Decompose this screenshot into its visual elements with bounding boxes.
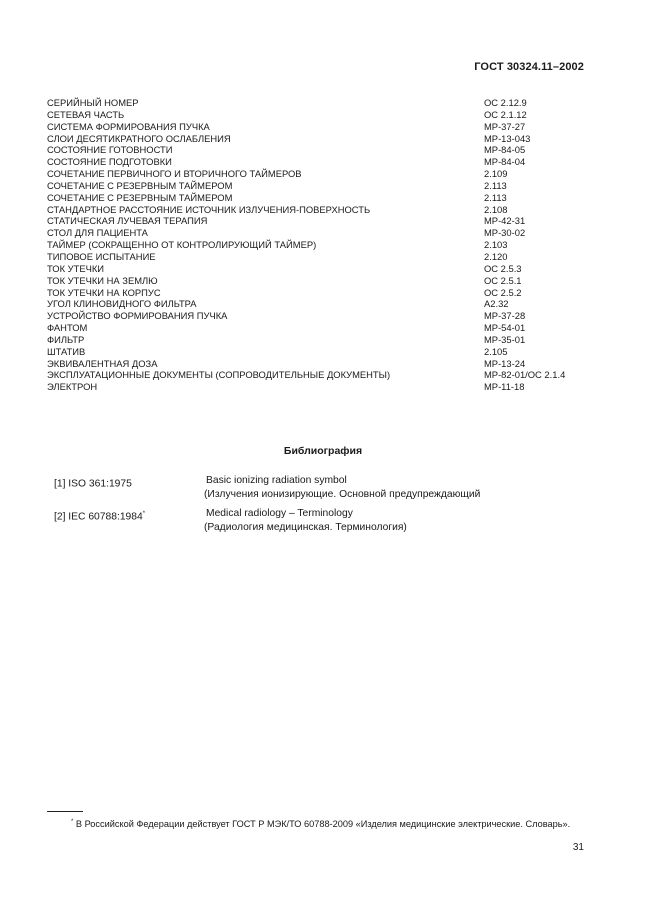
index-term: СОСТОЯНИЕ ГОТОВНОСТИ [47, 144, 173, 156]
index-row [47, 97, 587, 109]
index-code: 2.105 [484, 345, 508, 357]
index-term: ТАЙМЕР (СОКРАЩЕННО ОТ КОНТРОЛИРУЮЩИЙ ТАЙМЕР) [47, 239, 317, 251]
footnote-marker: * [142, 511, 146, 517]
index-code: 2.108 [484, 203, 508, 215]
index-row [47, 263, 587, 275]
index-term: СТОЛ ДЛЯ ПАЦИЕНТА [47, 227, 148, 239]
index-term: ЭКВИВАЛЕНТНАЯ ДОЗА [47, 357, 158, 369]
index-code: 2.103 [484, 239, 508, 251]
bibliography-title: Библиография [283, 445, 363, 457]
index-row [47, 133, 587, 145]
index-row [47, 287, 587, 299]
index-row [47, 156, 587, 168]
index-term: СОЧЕТАНИЕ С РЕЗЕРВНЫМ ТАЙМЕРОМ [47, 191, 233, 203]
index-row [47, 298, 587, 310]
index-term: ШТАТИВ [47, 345, 86, 357]
index-code: ОС 2.12.9 [484, 97, 527, 108]
index-row [47, 369, 587, 381]
index-code: ОС 2.5.1 [484, 274, 522, 286]
index-row [47, 334, 587, 346]
index-row [47, 358, 587, 370]
footnote-mark: * [71, 819, 74, 825]
index-row [47, 227, 587, 239]
index-row [47, 144, 587, 156]
index-term: СЛОИ ДЕСЯТИКРАТНОГО ОСЛАБЛЕНИЯ [47, 132, 231, 144]
index-code: 2.113 [484, 191, 507, 203]
index-row [47, 239, 587, 251]
index-term: СТАНДАРТНОЕ РАССТОЯНИЕ ИСТОЧНИК ИЗЛУЧЕНИЯ-ПОВЕРХНОСТЬ [47, 203, 371, 215]
index-code: МР-37-28 [484, 310, 526, 322]
bibliography-title-ru: (Радиология медицинская. Терминология) [204, 522, 407, 533]
index-code: 2.109 [484, 168, 508, 180]
index-code: 2.113 [484, 179, 507, 191]
index-term: СТАТИЧЕСКАЯ ЛУЧЕВАЯ ТЕРАПИЯ [47, 215, 208, 227]
bibliography-title-en: Basic ionizing radiation symbol [206, 475, 347, 486]
index-code: МР-30-02 [484, 227, 526, 239]
index-term: СЕТЕВАЯ ЧАСТЬ [47, 108, 125, 120]
bibliography-ref: [1] ISO 361:1975 [54, 478, 132, 490]
index-term: СОСТОЯНИЕ ПОДГОТОВКИ [47, 156, 172, 168]
index-row [47, 215, 587, 227]
bibliography-title-ru: (Излучения ионизирующие. Основной предупреждающий [204, 489, 481, 500]
index-row [47, 121, 587, 133]
index-term: ФИЛЬТР [47, 333, 85, 345]
footnote [47, 816, 584, 831]
index-code: ОС 2.5.2 [484, 286, 522, 298]
index-code: МР-13-043 [484, 132, 531, 144]
index-term: ЭЛЕКТРОН [47, 381, 98, 393]
index-code: МР-11-18 [484, 381, 525, 393]
index-row [47, 275, 587, 287]
index-term: СЕРИЙНЫЙ НОМЕР [47, 97, 139, 108]
index-term: СИСТЕМА ФОРМИРОВАНИЯ ПУЧКА [47, 120, 210, 132]
index-row [47, 109, 587, 121]
index-code: МР-35-01 [484, 333, 526, 345]
index-term: УГОЛ КЛИНОВИДНОГО ФИЛЬТРА [47, 298, 197, 310]
index-code: А2.32 [484, 298, 509, 310]
index-code: МР-37-27 [484, 120, 526, 132]
index-row [47, 346, 587, 358]
index-row [47, 180, 587, 192]
index-code: ОС 2.1.12 [484, 108, 527, 120]
index-row [47, 381, 587, 393]
bibliography-title-en: Medical radiology – Terminology [206, 508, 353, 519]
index-term: УСТРОЙСТВО ФОРМИРОВАНИЯ ПУЧКА [47, 310, 228, 322]
index-row [47, 204, 587, 216]
index-term: ЭКСПЛУАТАЦИОННЫЕ ДОКУМЕНТЫ (СОПРОВОДИТЕЛЬНЫЕ ДОКУМЕНТЫ) [47, 369, 391, 381]
index-code: 2.120 [484, 250, 508, 262]
index-term: СОЧЕТАНИЕ С РЕЗЕРВНЫМ ТАЙМЕРОМ [47, 179, 233, 191]
index-row [47, 192, 587, 204]
index-row [47, 310, 587, 322]
index-code: МР-54-01 [484, 322, 526, 334]
index-term: ФАНТОМ [47, 322, 88, 334]
index-row [47, 251, 587, 263]
index-code: МР-82-01/ОС 2.1.4 [484, 369, 566, 381]
index-term: ТОК УТЕЧКИ [47, 262, 105, 274]
index-term: ТОК УТЕЧКИ НА ЗЕМЛЮ [47, 274, 158, 286]
bibliography-ref: [2] IEC 60788:1984* [54, 511, 146, 523]
standard-header: ГОСТ 30324.11–2002 [474, 61, 584, 73]
index-code: МР-13-24 [484, 357, 526, 369]
page-number: 31 [572, 842, 584, 853]
index-row [47, 322, 587, 334]
footnote-text: В Российской Федерации действует ГОСТ Р МЭК/ТО 60788-2009 «Изделия медицинские электрические. Словарь». [73, 819, 571, 830]
index-code: ОС 2.5.3 [484, 262, 522, 274]
index-term: СОЧЕТАНИЕ ПЕРВИЧНОГО И ВТОРИЧНОГО ТАЙМЕРОВ [47, 168, 302, 180]
index-term: ТИПОВОЕ ИСПЫТАНИЕ [47, 250, 156, 262]
term-index-list [47, 97, 587, 393]
index-term: ТОК УТЕЧКИ НА КОРПУС [47, 286, 161, 298]
footnote-divider [47, 811, 83, 812]
index-row [47, 168, 587, 180]
index-code: МР-42-31 [484, 215, 526, 227]
index-code: МР-84-04 [484, 156, 526, 168]
index-code: МР-84-05 [484, 144, 526, 156]
